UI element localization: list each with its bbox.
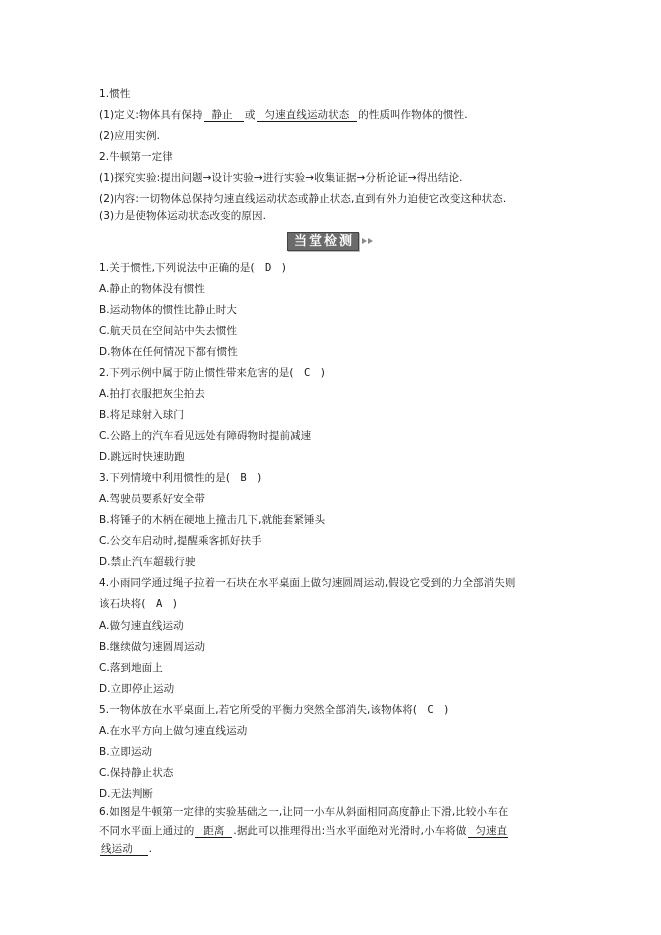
question-1-option-d: D.物体在任何情况下都有惯性 [99, 346, 238, 358]
question-3-option-a: A.驾驶员要系好安全带 [99, 493, 205, 505]
section-title-inertia: 1.惯性 [99, 88, 131, 100]
question-4-option-d: D.立即停止运动 [99, 683, 175, 695]
question-5-option-c: C.保持静止状态 [99, 767, 174, 779]
question-2-option-a: A.拍打衣服把灰尘拍去 [99, 388, 205, 400]
blank-static: 静止 [204, 109, 244, 122]
question-2-option-b: B.将足球射入球门 [99, 409, 184, 421]
blank-uniform-motion: 匀速直线运动状态 [257, 109, 358, 122]
question-3-answer: B [240, 472, 247, 484]
question-3-option-b: B.将锤子的木柄在硬地上撞击几下,就能套紧锤头 [99, 514, 326, 526]
question-4-answer: A [155, 598, 163, 610]
question-2-answer: C [303, 367, 311, 379]
question-3-stem: 3.下列情境中利用惯性的是( B ) [99, 472, 262, 484]
inertia-application: (2)应用实例. [99, 130, 161, 142]
question-4-stem: 4.小雨同学通过绳子拉着一石块在水平桌面上做匀速圆周运动,假设它受到的力全部消失则 [99, 577, 516, 589]
question-1-option-a: A.静止的物体没有惯性 [99, 283, 205, 295]
question-4-stem-cont: 该石块将( A ) [99, 598, 177, 610]
question-4-option-c: C.落到地面上 [99, 662, 163, 674]
question-1-option-c: C.航天员在空间站中失去惯性 [99, 325, 238, 337]
blank-uniform-linear-motion-b: 线运动 [100, 843, 148, 856]
question-2-option-c: C.公路上的汽车看见远处有障碍物时提前减速 [99, 430, 312, 442]
question-5-option-b: B.立即运动 [99, 746, 153, 758]
question-2-stem: 2.下列示例中属于防止惯性带来危害的是( C ) [99, 367, 325, 379]
question-4-option-b: B.继续做匀速圆周运动 [99, 641, 206, 653]
question-6-line-3: 线运动 . [101, 843, 153, 855]
question-4-option-a: A.做匀速直线运动 [99, 620, 184, 632]
question-2-option-d: D.跳远时快速助跑 [99, 451, 185, 463]
question-5-option-a: A.在水平方向上做匀速直线运动 [99, 725, 248, 737]
inertia-definition [99, 108, 468, 122]
section-title-newton-first-law: 2.牛顿第一定律 [99, 151, 173, 163]
question-6-stem: 6.如图是牛顿第一定律的实验基础之一,让同一小车从斜面相同高度静止下滑,比较小车在 [99, 806, 509, 818]
question-1-option-b: B.运动物体的惯性比静止时大 [99, 304, 237, 316]
question-5-stem: 5.一物体放在水平桌面上,若它所受的平衡力突然全部消失,该物体将( C ) [99, 704, 449, 716]
definition-prefix: (1)定义:物体具有保持 [99, 109, 203, 121]
blank-uniform-linear-motion-a: 匀速直 [468, 825, 509, 838]
question-5-option-d: D.无法判断 [99, 788, 154, 800]
force-statement: (3)力是使物体运动状态改变的原因. [99, 210, 267, 222]
in-class-test-banner [287, 232, 374, 250]
question-1-stem: 1.关于惯性,下列说法中正确的是( D ) [99, 262, 286, 274]
question-6-line-2: 不同水平面上通过的 距离 .据此可以推理得出:当水平面绝对光滑时,小车将做 匀速直 [99, 825, 508, 837]
question-5-answer: C [427, 704, 434, 716]
blank-distance: 距离 [195, 825, 232, 838]
double-arrow-icon [362, 238, 374, 244]
question-3-option-d: D.禁止汽车超载行驶 [99, 556, 196, 568]
inquiry-experiment: (1)探究实验:提出问题→设计实验→进行实验→收集证据→分析论证→得出结论. [99, 172, 463, 184]
banner-label: 当堂检测 [287, 232, 359, 251]
definition-suffix: 的性质叫作物体的惯性. [358, 109, 468, 121]
law-content: (2)内容:一切物体总保持匀速直线运动状态或静止状态,直到有外力迫使它改变这种状态. [99, 193, 507, 205]
question-3-option-c: C.公交车启动时,提醒乘客抓好扶手 [99, 535, 262, 547]
question-1-answer: D [264, 262, 272, 274]
definition-or: 或 [245, 109, 256, 121]
